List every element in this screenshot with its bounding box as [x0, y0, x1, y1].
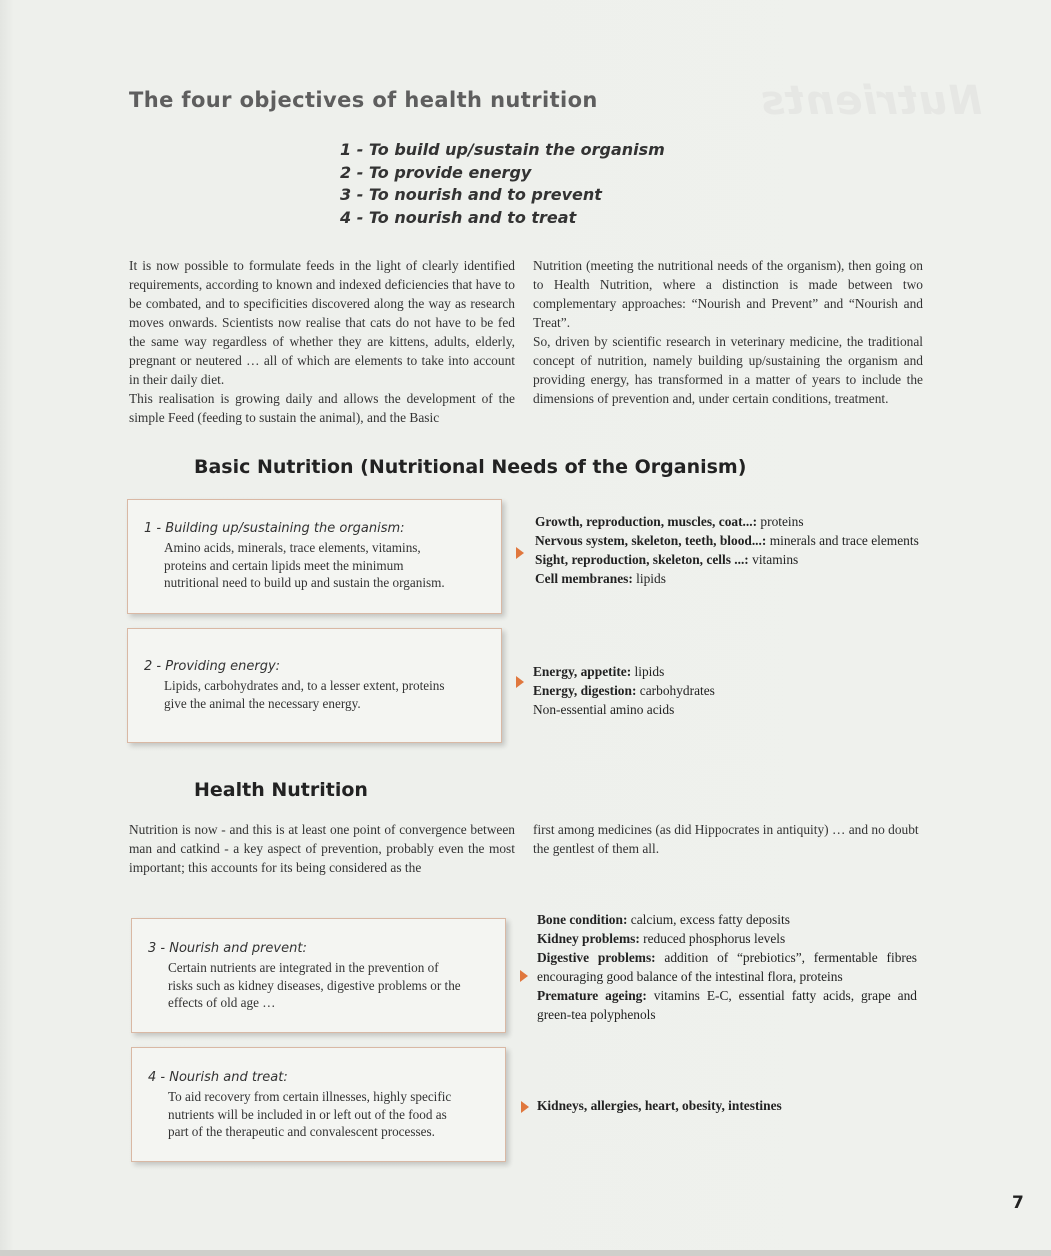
objectives-list	[340, 139, 665, 229]
arrow-icon	[520, 970, 528, 982]
health-right-column	[533, 820, 925, 858]
box-line: Lipids, carbohydrates and, to a lesser extent, proteins	[164, 678, 445, 693]
box-line: nutrients will be included in or left out of the food as	[168, 1106, 447, 1122]
box-line: risks such as kidney diseases, digestive problems or the	[168, 977, 461, 993]
box-line: proteins and certain lipids meet the minimum	[164, 557, 404, 573]
detail-item: Sight, reproduction, skeleton, cells ...: vitamins	[535, 552, 799, 567]
box-line: Certain nutrients are integrated in the prevention of	[168, 960, 439, 975]
objective-item: 4 - To nourish and to treat	[340, 207, 577, 227]
bleed-through-text: Nutrients	[760, 78, 983, 124]
intro-left-column	[129, 256, 515, 427]
detail-item: Energy, appetite: lipids	[533, 664, 665, 679]
intro-paragraph: Nutrition (meeting the nutritional needs of the organism), then going on to Health Nutrition, where a distinction is made between two complementary approaches: “Nourish and Prevent” and “Nourish and Treat”.	[533, 258, 923, 330]
box-building-organism	[127, 499, 502, 614]
page-number: 7	[1012, 1193, 1024, 1213]
arrow-icon	[521, 1101, 529, 1113]
health-paragraph: first among medicines (as did Hippocrates in antiquity) … and no doubt the gentlest of them all.	[533, 822, 919, 856]
detail-item: Energy, digestion: carbohydrates	[533, 683, 715, 698]
box-text	[168, 1088, 451, 1141]
box1-details	[535, 512, 919, 588]
detail-item: Bone condition: calcium, excess fatty deposits	[537, 912, 790, 927]
box-line: nutritional need to build up and sustain the organism.	[164, 575, 445, 590]
box4-details	[537, 1096, 782, 1115]
health-nutrition-heading: Health Nutrition	[194, 779, 368, 801]
box-providing-energy	[127, 628, 502, 743]
objective-item: 3 - To nourish and to prevent	[340, 185, 602, 204]
box-line: Amino acids, minerals, trace elements, vitamins,	[164, 540, 421, 555]
detail-item: Digestive problems: addition of “prebiotics”, fermentable fibres encouraging good balance of the intestinal flora, proteins	[537, 950, 918, 984]
box-text	[164, 677, 445, 712]
detail-item: Cell membranes: lipids	[535, 571, 666, 586]
arrow-icon	[516, 547, 524, 559]
box-title: 2 - Providing energy:	[144, 659, 281, 674]
detail-item: Nervous system, skeleton, teeth, blood...: minerals and trace elements	[535, 533, 919, 548]
detail-item: Growth, reproduction, muscles, coat...: proteins	[535, 514, 804, 529]
detail-item: Premature ageing: vitamins E-C, essential fatty acids, grape and green-tea polyphenols	[537, 988, 917, 1022]
box-title: 4 - Nourish and treat:	[148, 1070, 288, 1085]
arrow-icon	[516, 676, 524, 688]
intro-paragraph: This realisation is growing daily and allows the development of the simple Feed (feeding to sustain the animal), and the Basic	[129, 391, 515, 425]
box-title: 3 - Nourish and prevent:	[148, 941, 307, 956]
box-text	[164, 539, 445, 592]
box-line: effects of old age …	[168, 995, 276, 1010]
box-line: part of the therapeutic and convalescent processes.	[168, 1124, 435, 1139]
box-line: To aid recovery from certain illnesses, highly specific	[168, 1089, 452, 1104]
intro-paragraph: So, driven by scientific research in veterinary medicine, the traditional concept of nutrition, namely building up/sustaining the organism and providing energy, has transformed in a matter of years to include the dimensions of prevention and, under certain conditions, treatment.	[533, 334, 923, 406]
detail-item: Kidneys, allergies, heart, obesity, intestines	[537, 1098, 782, 1113]
health-paragraph: Nutrition is now - and this is at least one point of convergence between man and catkind - a key aspect of prevention, probably even the most important; this accounts for its being considered as the	[129, 822, 515, 875]
box-text	[168, 959, 461, 1012]
box-line: give the animal the necessary energy.	[164, 695, 361, 711]
box2-details	[533, 662, 715, 719]
box-nourish-treat	[131, 1047, 506, 1162]
objective-item: 1 - To build up/sustain the organism	[340, 140, 665, 159]
objective-item: 2 - To provide energy	[340, 162, 532, 182]
page-title: The four objectives of health nutrition	[129, 88, 598, 112]
intro-right-column	[533, 256, 923, 408]
detail-item: Kidney problems: reduced phosphorus levels	[537, 931, 786, 946]
basic-nutrition-heading: Basic Nutrition (Nutritional Needs of the Organism)	[194, 456, 747, 478]
detail-item: Non-essential amino acids	[533, 702, 675, 717]
box-title: 1 - Building up/sustaining the organism:	[144, 521, 405, 536]
intro-paragraph: It is now possible to formulate feeds in the light of clearly identified requirements, according to known and indexed deficiencies that have to be combated, and to specificities discovered along the way as research moves onwards. Scientists now realise that cats do not have to be fed the same way regardless of whether they are kittens, adults, elderly, pregnant or neutered … all of which are elements to take into account in their daily diet.	[129, 258, 515, 387]
box-nourish-prevent	[131, 918, 506, 1033]
health-left-column	[129, 820, 515, 877]
page-edge	[0, 1250, 1051, 1256]
box3-details	[537, 910, 917, 1024]
